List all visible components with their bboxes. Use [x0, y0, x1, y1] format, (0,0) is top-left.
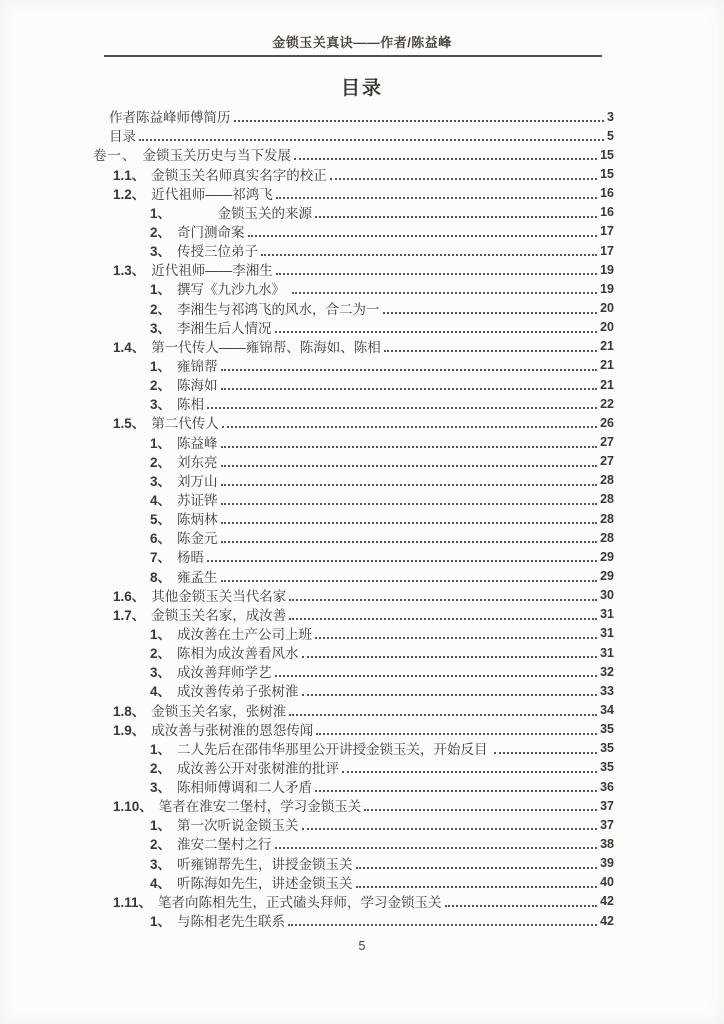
toc-entry [93, 318, 614, 337]
toc-entry-title: 撰写《九沙九水》 [177, 282, 289, 298]
toc-entry-page: 15 [600, 147, 614, 162]
toc-entry-title: 李湘生与祁鸿飞的风水，合二为一 [177, 301, 380, 317]
toc-entry-number: 5、 [150, 512, 172, 528]
toc-entry-page: 38 [600, 836, 614, 851]
toc-entry-number: 1、 [150, 205, 172, 221]
toc-leader-dots [342, 771, 597, 773]
toc-leader-dots [289, 618, 597, 620]
toc-entry-title: 成汝善拜师学艺 [177, 665, 272, 681]
toc-entry [93, 739, 614, 758]
toc-entry-page: 36 [600, 779, 614, 794]
toc-entry [93, 452, 614, 471]
toc-leader-dots [356, 867, 598, 869]
toc-entry [93, 356, 614, 375]
toc-leader-dots [221, 541, 598, 543]
toc-leader-dots [330, 178, 597, 180]
toc-entry-page: 28 [600, 473, 614, 488]
toc-entry-number: 3、 [150, 320, 172, 336]
toc-leader-dots [248, 235, 598, 237]
toc-entry-number: 3、 [150, 665, 172, 681]
toc-entry-number: 1、 [150, 282, 172, 298]
toc-entry-number: 7、 [150, 550, 172, 566]
toc-entry-number: 1.8、 [113, 703, 146, 719]
toc-entry-number: 1.10、 [113, 799, 153, 815]
toc-entry [93, 566, 614, 585]
toc-entry-number: 2、 [150, 224, 172, 240]
toc-leader-dots [221, 465, 598, 467]
toc-entry-page: 20 [600, 320, 614, 335]
toc-leader-dots [221, 484, 598, 486]
toc-entry [93, 911, 614, 930]
toc-leader-dots [234, 120, 605, 122]
toc-entry-title: 李湘生后人情况 [177, 320, 272, 336]
toc-entry-page: 37 [600, 817, 614, 832]
toc-entry-number: 1.4、 [113, 339, 146, 355]
toc-entry-page: 31 [600, 645, 614, 660]
toc-entry-number: 2、 [150, 646, 172, 662]
toc-entry-page: 28 [600, 492, 614, 507]
toc-entry [93, 681, 614, 700]
toc-entry [93, 892, 614, 911]
toc-entry [93, 796, 614, 815]
toc-leader-dots [364, 809, 597, 811]
toc-entry [93, 509, 614, 528]
toc-entry-page: 28 [600, 511, 614, 526]
toc-entry-page: 27 [600, 454, 614, 469]
toc-entry-page: 33 [600, 683, 614, 698]
toc-entry-page: 37 [600, 798, 614, 813]
toc-entry-title: 刘万山 [177, 473, 218, 489]
header-rule [104, 55, 602, 57]
toc-entry-page: 29 [600, 549, 614, 564]
toc-entry [93, 490, 614, 509]
toc-entry [93, 126, 614, 145]
toc-entry-page: 34 [600, 703, 614, 717]
toc-entry-page: 35 [600, 722, 614, 737]
toc-entry [93, 107, 614, 126]
toc-entry-number: 1.7、 [113, 607, 146, 623]
toc-entry [93, 624, 614, 643]
toc-leader-dots [315, 637, 597, 639]
toc-entry-title: 金锁玉关名家，张树淮 [151, 703, 287, 719]
toc-entry-page: 16 [600, 186, 614, 201]
toc-entry-number: 3、 [150, 397, 172, 413]
toc-leader-dots [383, 312, 598, 314]
toc-entry [93, 586, 614, 605]
toc-entry [93, 375, 614, 394]
toc-leader-dots [302, 656, 598, 658]
toc-leader-dots [221, 446, 598, 448]
page-title: 目录 [340, 78, 383, 99]
toc-entry-number: 1.1、 [113, 167, 146, 183]
toc-entry-title: 陈金元 [177, 531, 218, 547]
toc-entry-number: 1、 [150, 358, 172, 374]
toc-entry [93, 758, 614, 777]
toc-leader-dots [316, 733, 597, 735]
toc-entry-page: 21 [600, 377, 614, 392]
toc-entry-title: 笔者向陈相先生，正式磕头拜师，学习金锁玉关 [158, 894, 442, 910]
running-header [0, 32, 724, 51]
toc-leader-dots [222, 426, 597, 428]
toc-leader-dots [315, 790, 597, 792]
toc-entry-number: 4、 [150, 875, 172, 891]
toc-entry [93, 528, 614, 547]
toc-entry-page: 42 [600, 894, 614, 909]
toc-entry [93, 241, 614, 260]
toc-leader-dots [221, 388, 598, 390]
toc-leader-dots [276, 273, 597, 275]
toc-entry-page: 15 [600, 167, 614, 182]
toc-leader-dots [207, 407, 597, 409]
toc-entry-title: 第一代传人——雍锦帮、陈海如、陈相 [151, 339, 381, 355]
toc-entry-title: 淮安二堡村之行 [177, 837, 272, 853]
toc-entry-title: 成汝善与张树淮的恩怨传闻 [151, 722, 314, 738]
toc-entry [93, 662, 614, 681]
toc-entry-title: 陈益峰 [177, 435, 218, 451]
toc-entry-title: 刘东亮 [177, 454, 218, 470]
toc-entry-title: 第二代传人 [151, 416, 219, 432]
toc-entry-page: 28 [600, 530, 614, 545]
toc-entry-number: 1.2、 [113, 186, 146, 202]
toc-entry-number: 2、 [150, 837, 172, 853]
toc-entry [93, 184, 614, 203]
toc-entry-page: 20 [600, 301, 614, 316]
toc-leader-dots [292, 292, 597, 294]
toc-entry [93, 164, 614, 183]
toc-entry-number: 3、 [150, 473, 172, 489]
toc-entry [93, 720, 614, 739]
toc-entry-page: 39 [600, 856, 614, 871]
toc-entry [93, 145, 614, 164]
toc-entry-number: 1.3、 [113, 263, 146, 279]
toc-entry [93, 279, 614, 298]
toc-entry-number: 4、 [150, 684, 172, 700]
toc-leader-dots [139, 139, 604, 141]
toc-entry-page: 16 [600, 205, 614, 220]
toc-entry [93, 337, 614, 356]
toc-entry-number: 1、 [150, 435, 172, 451]
toc-entry [93, 222, 614, 241]
toc-entry-title: 苏证铧 [177, 492, 218, 508]
toc-entry-title: 笔者在淮安二堡村，学习金锁玉关 [158, 799, 362, 815]
toc-entry-title: 金锁玉关名家，成汝善 [151, 607, 287, 623]
toc-leader-dots [288, 924, 597, 926]
toc-entry-number: 2、 [150, 301, 172, 317]
toc-entry-number: 1、 [150, 914, 172, 930]
toc-entry-number: 1.6、 [113, 588, 146, 604]
toc-entry-title: 作者陈益峰师傅简历 [109, 110, 231, 126]
toc-entry-page: 31 [600, 607, 614, 622]
toc-entry-number: 2、 [150, 454, 172, 470]
toc-leader-dots [294, 158, 597, 160]
toc-entry-title: 听雍锦帮先生，讲授金锁玉关 [177, 856, 353, 872]
toc-entry [93, 873, 614, 892]
toc-entry-title: 奇门测命案 [177, 224, 245, 240]
toc-entry-title: 雍孟生 [177, 569, 218, 585]
toc-entry-number: 1、 [150, 818, 172, 834]
toc-entry-page: 19 [600, 281, 614, 296]
toc-entry-page: 19 [600, 262, 614, 277]
toc-entry-number: 2、 [150, 378, 172, 394]
toc-entry-page: 17 [600, 224, 614, 239]
toc-entry-title: 陈炳林 [177, 512, 218, 528]
toc-entry [93, 203, 614, 222]
toc-entry-number: 6、 [150, 531, 172, 547]
toc-entry-number: 1.5、 [113, 416, 146, 432]
toc-entry-page: 26 [600, 415, 614, 430]
toc-entry-title: 与陈相老先生联系 [177, 914, 286, 930]
toc-entry-title: 二人先后在邵伟华那里公开讲授金锁玉关，开始反目 [177, 741, 492, 757]
toc-entry-title: 近代祖师——李湘生 [151, 263, 273, 279]
toc-entry-title: 杨晤 [177, 550, 205, 566]
toc-entry [93, 700, 614, 719]
toc-leader-dots [445, 905, 598, 907]
toc-entry [93, 413, 614, 432]
running-header-title: 金锁玉关真诀——作者/陈益峰 [272, 35, 452, 50]
footer-page-number: 5 [358, 939, 366, 953]
toc-entry-page: 5 [607, 128, 614, 143]
toc-leader-dots [302, 694, 598, 696]
toc-leader-dots [221, 580, 598, 582]
toc-entry [93, 605, 614, 624]
toc-entry-title: 陈海如 [177, 378, 218, 394]
toc-entry-number: 3、 [150, 244, 172, 260]
toc-entry-page: 35 [600, 741, 614, 756]
toc-entry-number: 8、 [150, 569, 172, 585]
toc-entry [93, 834, 614, 853]
toc-entry-title: 金锁玉关的来源 [177, 205, 313, 221]
toc-entry-page: 22 [600, 396, 614, 411]
toc-leader-dots [356, 886, 598, 888]
toc-entry-page: 21 [600, 358, 614, 373]
toc-entry-page: 29 [600, 569, 614, 584]
toc-leader-dots [207, 560, 597, 562]
toc-entry-number: 卷一、 [93, 148, 137, 164]
toc-leader-dots [315, 216, 597, 218]
toc-entry-number: 1、 [150, 741, 172, 757]
toc-entry-title: 陈相为成汝善看风水 [177, 646, 299, 662]
toc-leader-dots [276, 197, 597, 199]
toc-entry [93, 298, 614, 317]
toc-entry-page: 35 [600, 760, 614, 775]
toc-entry-number: 3、 [150, 780, 172, 796]
toc-leader-dots [384, 350, 597, 352]
toc-entry [93, 260, 614, 279]
toc-entry-title: 传授三位弟子 [177, 244, 259, 260]
toc-entry-page: 21 [600, 339, 614, 354]
toc-entry-title: 成汝善传弟子张树淮 [177, 684, 299, 700]
toc-entry-title: 近代祖师——祁鸿飞 [151, 186, 273, 202]
toc-entry-page: 42 [600, 913, 614, 928]
toc-entry-title: 目录 [109, 129, 136, 145]
toc-entry-title: 陈相师傅调和二人矛盾 [177, 780, 313, 796]
toc-leader-dots [221, 503, 598, 505]
toc-entry [93, 394, 614, 413]
toc-entry-number: 3、 [150, 856, 172, 872]
toc-leader-dots [221, 522, 598, 524]
toc-entry-number: 1.9、 [113, 722, 146, 738]
toc-entry-title: 成汝善公开对张树淮的批评 [177, 760, 340, 776]
toc-entry-page: 17 [600, 243, 614, 258]
toc-entry-number: 1、 [150, 626, 172, 642]
toc-entry-title: 金锁玉关名师真实名字的校正 [151, 167, 327, 183]
toc-leader-dots [302, 828, 598, 830]
toc-entry-title: 听陈海如先生，讲述金锁玉关 [177, 875, 353, 891]
toc-entry-title: 陈相 [177, 397, 205, 413]
toc-leader-dots [261, 254, 597, 256]
toc-entry-page: 31 [600, 626, 614, 641]
toc-leader-dots [494, 752, 597, 754]
toc-entry-page: 27 [600, 435, 614, 450]
toc-entry [93, 432, 614, 451]
toc-entry-title: 雍锦帮 [177, 358, 218, 374]
toc-entry-title: 成汝善在土产公司上班 [177, 626, 313, 642]
toc-leader-dots [221, 369, 598, 371]
toc-entry-page: 3 [607, 109, 614, 124]
toc-entry-title: 第一次听说金锁玉关 [177, 818, 299, 834]
toc-entry-page: 30 [600, 588, 614, 603]
toc-entry [93, 815, 614, 834]
toc-leader-dots [275, 847, 598, 849]
toc-leader-dots [275, 331, 598, 333]
toc-leader-dots [289, 599, 597, 601]
toc-entry [93, 643, 614, 662]
toc-entry [93, 853, 614, 872]
toc-list [93, 107, 614, 930]
toc-entry [93, 777, 614, 796]
toc-entry [93, 471, 614, 490]
toc-entry-number: 1.11、 [113, 894, 153, 910]
toc-entry-number: 2、 [150, 760, 172, 776]
toc-entry-title: 其他金锁玉关当代名家 [151, 588, 287, 604]
toc-entry-page: 40 [600, 875, 614, 890]
toc-entry-title: 金锁玉关历史与当下发展 [142, 148, 291, 164]
toc-entry-number: 4、 [150, 492, 172, 508]
toc-entry [93, 547, 614, 566]
toc-leader-dots [275, 675, 598, 677]
toc-leader-dots [289, 714, 597, 716]
toc-entry-page: 32 [600, 664, 614, 679]
